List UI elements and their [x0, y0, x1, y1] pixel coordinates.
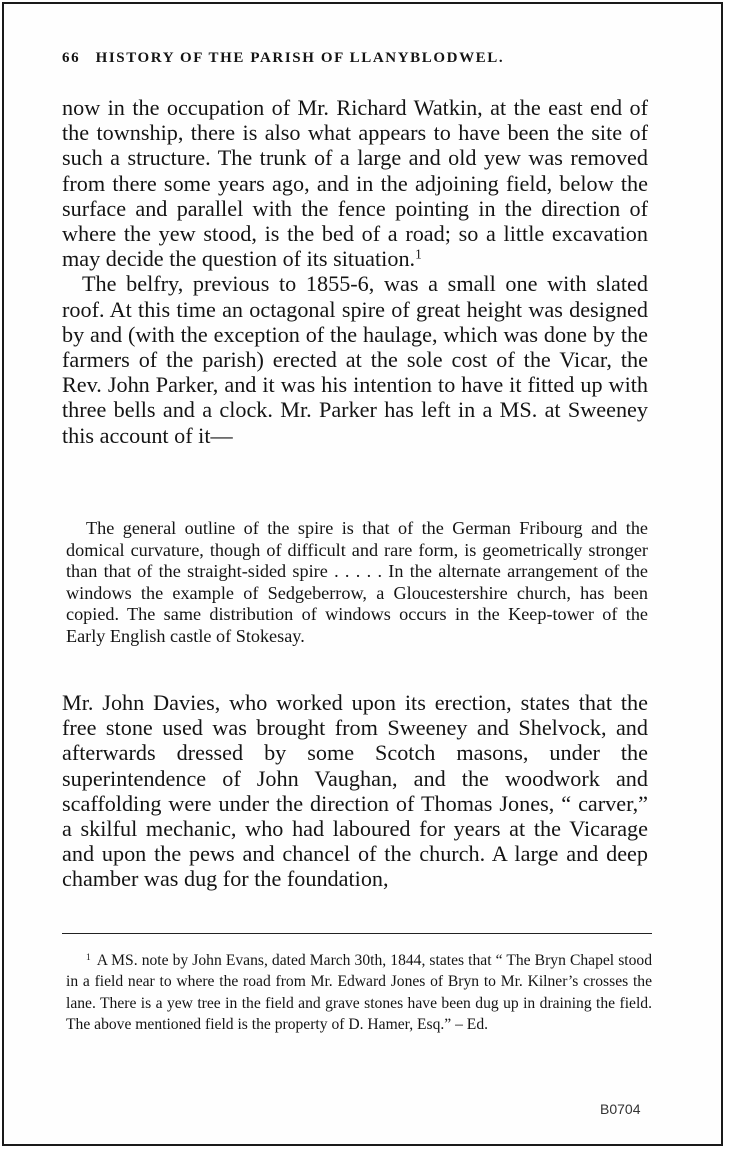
catalog-code: B0704: [600, 1101, 641, 1117]
page-number: 66: [62, 50, 81, 66]
footnote-reference: 1: [415, 246, 422, 262]
footnote-mark: 1: [86, 952, 91, 963]
running-title: HISTORY OF THE PARISH OF LLANYBLODWEL.: [95, 50, 505, 66]
paragraph-3: Mr. John Davies, who worked upon its erection, states that the free stone used was brought from Sweeney and Shelvock, and afterwards dressed by some Scotch masons, under the superintendence of John Vaughan, and the woodwork and scaffolding were under the direction of Thomas Jones, “ carver,” a skilful mechanic, who had laboured for years at the Vicarage and upon the pews and chancel of the church. A large and deep chamber was dug for the foundation,: [62, 690, 648, 892]
footnote-text: A MS. note by John Evans, dated March 30th, 1844, states that “ The Bryn Chapel stood in a field near to where the road from Mr. Edward Jones of Bryn to Mr. Kilner’s crosses the lane. There is a yew tree in the field and grave stones have been dug up in draining the field. The above mentioned field is the property of D. Hamer, Esq.” – Ed.: [66, 952, 652, 1034]
main-text-bottom: [62, 690, 648, 892]
paragraph-2: The belfry, previous to 1855-6, was a small one with slated roof. At this time an octagonal spire of great height was designed by and (with the exception of the haulage, which was done by the farmers of the parish) erected at the sole cost of the Vicar, the Rev. John Parker, and it was his intention to have it fitted up with three bells and a clock. Mr. Parker has left in a MS. at Sweeney this account of it—: [62, 271, 648, 448]
footnote: [66, 950, 652, 1036]
main-text-top: [62, 95, 648, 448]
block-quote: The general outline of the spire is that of the German Fribourg and the domical curvature, though of difficult and rare form, is geometrically stronger than that of the straight-sided spire . . . . . In the alternate arrangement of the windows the example of Sedgeberrow, a Gloucestershire church, has been copied. The same distribution of windows occurs in the Keep-tower of the Early English castle of Stokesay.: [66, 518, 648, 646]
paragraph-1: now in the occupation of Mr. Richard Watkin, at the east end of the township, there is also what appears to have been the site of such a structure. The trunk of a large and old yew was removed from there some years ago, and in the adjoining field, below the surface and parallel with the fence pointing in the direction of where the yew stood, is the bed of a road; so a little excavation may decide the question of its situation.$^1$: [62, 95, 648, 272]
footnote-rule: [62, 933, 652, 934]
running-header: [62, 50, 652, 67]
